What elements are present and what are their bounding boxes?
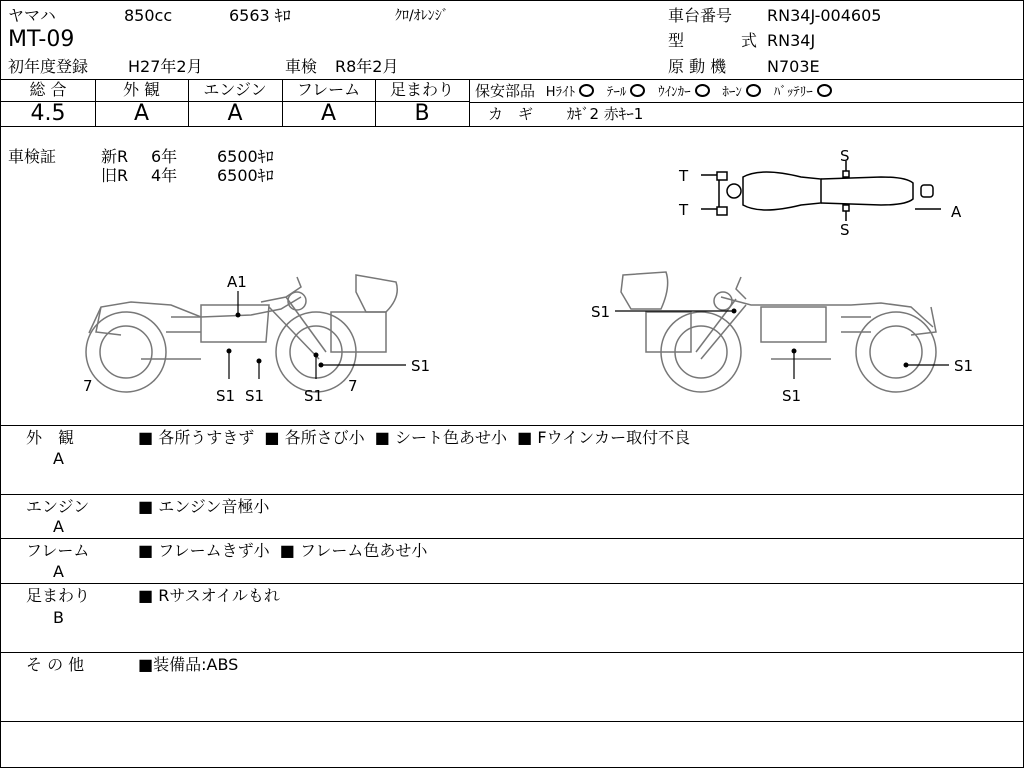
- ok-circle-icon: [817, 84, 832, 97]
- safety-label: 保安部品: [475, 82, 536, 100]
- remark-label: 足まわり: [26, 586, 91, 605]
- remark-items: ■ フレームきず小 ■ フレーム色あせ小: [138, 541, 428, 560]
- divider: [1, 494, 1023, 495]
- remark-items: ■ Rサスオイルもれ: [138, 586, 280, 605]
- divider: [1, 538, 1023, 539]
- cert-row-km: 6500ｷﾛ: [217, 166, 274, 185]
- remark-item: シート色あせ小: [394, 428, 507, 447]
- cert-row-name: 旧R: [101, 166, 129, 185]
- cert-row-km: 6500ｷﾛ: [217, 147, 274, 166]
- ok-circle-icon: [746, 84, 761, 97]
- remark-grade: A: [53, 449, 64, 468]
- safety-item-headlight: Hﾗｲﾄ: [545, 85, 576, 100]
- type-value: RN34J: [767, 31, 816, 50]
- mark-label: S1: [954, 357, 974, 375]
- grade-header-overall: 総 合: [29, 80, 67, 99]
- maker: ヤマハ: [8, 6, 56, 25]
- cert-row-years: 4年: [151, 166, 178, 185]
- remark-item: 各所さび小: [284, 428, 365, 447]
- engine-value: N703E: [767, 57, 820, 76]
- mark-label: 7: [348, 377, 358, 395]
- safety-item-tail: ﾃｰﾙ: [606, 85, 627, 100]
- color: ｸﾛ/ｵﾚﾝｼﾞ: [395, 8, 449, 24]
- divider: [1, 583, 1023, 584]
- mark-label: A: [951, 203, 962, 221]
- remark-items: ■ エンジン音極小: [138, 497, 270, 516]
- safety-item-winker: ｳｲﾝｶｰ: [658, 85, 691, 100]
- remark-grade: A: [53, 562, 64, 581]
- chassis-value: RN34J-004605: [767, 6, 882, 25]
- grade-exterior: A: [133, 101, 150, 126]
- grade-frame: A: [320, 101, 337, 126]
- type-label-2: 式: [741, 31, 758, 50]
- ok-circle-icon: [630, 84, 645, 97]
- mark-label: S1: [411, 357, 431, 375]
- type-label-1: 型: [668, 31, 685, 50]
- mark-label: S1: [245, 387, 265, 405]
- mark-label: A1: [227, 273, 247, 291]
- divider: [1, 425, 1023, 426]
- mark-label: S: [840, 147, 850, 165]
- remark-grade: A: [53, 517, 64, 536]
- remark-grade: B: [53, 608, 64, 627]
- remark-item: フレームきず小: [158, 541, 270, 560]
- remark-item: エンジン音極小: [158, 497, 270, 516]
- model-name: MT-09: [8, 27, 75, 52]
- inspection-value: R8年2月: [335, 57, 399, 76]
- ok-circle-icon: [695, 84, 710, 97]
- remark-label: そ の 他: [26, 655, 85, 674]
- mileage: 6563 ｷﾛ: [229, 6, 291, 25]
- mark-label: T: [679, 201, 689, 219]
- safety-item-battery: ﾊﾞｯﾃﾘｰ: [773, 85, 813, 100]
- grade-header-frame: フレーム: [296, 80, 361, 99]
- key-value: ｶｷﾞ2 赤ｷｰ1: [567, 105, 644, 123]
- grade-overall: 4.5: [30, 101, 66, 126]
- inspection-label: 車検: [285, 57, 318, 76]
- first-registration-label: 初年度登録: [8, 57, 89, 76]
- mark-label: S1: [304, 387, 324, 405]
- cert-label: 車検証: [8, 147, 57, 166]
- safety-item-horn: ﾎｰﾝ: [722, 85, 742, 100]
- chassis-label: 車台番号: [668, 6, 733, 25]
- mark-label: T: [679, 167, 689, 185]
- remark-item: Rサスオイルもれ: [158, 586, 280, 605]
- mark-label: 7: [83, 377, 93, 395]
- displacement: 850cc: [124, 6, 173, 25]
- remark-label: フレーム: [26, 541, 90, 560]
- grade-suspension: B: [414, 101, 430, 126]
- bike-right-view: [621, 272, 936, 392]
- remark-items: ■装備品:ABS: [138, 655, 239, 674]
- mark-label: S: [840, 221, 850, 239]
- bike-diagrams: [1, 127, 1023, 425]
- mark-label: S1: [216, 387, 236, 405]
- remark-item: Fウインカー取付不良: [537, 428, 691, 447]
- remark-item: フレーム色あせ小: [299, 541, 428, 560]
- bike-top-view: [701, 161, 941, 221]
- divider: [1, 652, 1023, 653]
- grade-engine: A: [227, 101, 243, 126]
- remark-items: ■ 各所うすきず ■ 各所さび小 ■ シート色あせ小 ■ Fウインカー取付不良: [138, 428, 691, 447]
- first-registration-value: H27年2月: [128, 57, 203, 76]
- engine-label: 原 動 機: [668, 57, 727, 76]
- remark-label: 外 観: [26, 428, 75, 447]
- grade-header-exterior: 外 観: [122, 80, 161, 99]
- bike-left-view: [86, 275, 397, 392]
- remark-item: 各所うすきず: [158, 428, 255, 447]
- safety-parts: [475, 81, 840, 103]
- key-label: カ ギ: [488, 105, 534, 123]
- grade-header-engine: エンジン: [203, 80, 267, 99]
- cert-row-name: 新R: [101, 147, 129, 166]
- cert-row-years: 6年: [151, 147, 178, 166]
- divider: [1, 721, 1023, 722]
- ok-circle-icon: [579, 84, 594, 97]
- remark-label: エンジン: [26, 497, 90, 516]
- grade-header-suspension: 足まわり: [389, 80, 454, 99]
- mark-label: S1: [591, 303, 611, 321]
- remark-item: 装備品:ABS: [153, 655, 239, 674]
- mark-label: S1: [782, 387, 802, 405]
- divider: [469, 79, 470, 126]
